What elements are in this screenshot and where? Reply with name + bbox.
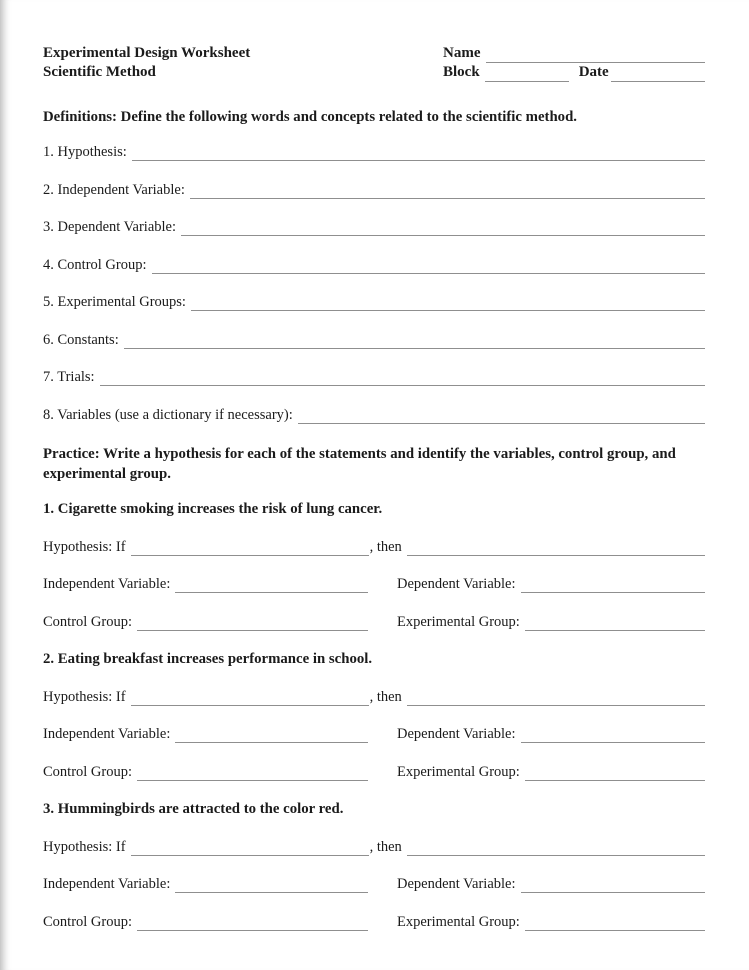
control-group-label: Control Group: [43,613,133,630]
hypothesis-row [43,689,705,706]
definition-row [43,144,705,161]
definition-label: 1. Hypothesis: [43,144,127,160]
control-group-blank[interactable] [137,918,368,931]
definition-row [43,219,705,236]
definition-blank[interactable] [152,261,705,274]
control-group-cell [43,614,368,631]
variables-row [43,726,705,743]
definition-row [43,369,705,386]
independent-variable-cell [43,876,368,893]
definition-label: 5. Experimental Groups: [43,294,186,310]
experimental-group-label: Experimental Group: [397,613,520,630]
independent-variable-cell [43,576,368,593]
hypothesis-then-blank[interactable] [407,843,705,856]
experimental-group-label: Experimental Group: [397,763,520,780]
experimental-group-cell [397,764,705,781]
dependent-variable-label: Dependent Variable: [397,876,516,892]
worksheet-subtitle: Scientific Method [43,64,156,80]
dependent-variable-label: Dependent Variable: [397,726,516,742]
then-label: , then [369,538,402,555]
definition-blank[interactable] [181,223,705,236]
definition-label: 7. Trials: [43,369,95,385]
hypothesis-then-blank[interactable] [407,543,705,556]
experimental-group-blank[interactable] [525,768,705,781]
definition-row [43,407,705,424]
dependent-variable-blank[interactable] [521,580,705,593]
then-label: , then [369,688,402,705]
problem-statement: 2. Eating breakfast increases performance in school. [43,651,373,667]
problem-statement: 3. Hummingbirds are attracted to the color red. [43,801,344,817]
independent-variable-label: Independent Variable: [43,876,171,892]
hypothesis-label: Hypothesis: If [43,838,126,855]
experimental-group-blank[interactable] [525,618,705,631]
dependent-variable-cell [397,576,705,593]
definition-row [43,332,705,349]
control-group-cell [43,764,368,781]
dependent-variable-cell [397,726,705,743]
block-blank[interactable] [485,69,569,82]
problem-statement: 1. Cigarette smoking increases the risk of lung cancer. [43,501,383,517]
dependent-variable-blank[interactable] [521,730,705,743]
independent-variable-blank[interactable] [175,580,368,593]
then-label: , then [369,838,402,855]
name-row [443,44,705,63]
hypothesis-row [43,539,705,556]
groups-row [43,764,705,781]
hypothesis-if-blank[interactable] [131,543,369,556]
definition-blank[interactable] [298,411,705,424]
experimental-group-cell [397,914,705,931]
definition-blank[interactable] [100,373,705,386]
definition-label: 3. Dependent Variable: [43,219,177,235]
definition-blank[interactable] [132,148,705,161]
groups-row [43,914,705,931]
independent-variable-cell [43,726,368,743]
control-group-label: Control Group: [43,913,133,930]
variables-row [43,876,705,893]
experimental-group-blank[interactable] [525,918,705,931]
experimental-group-cell [397,614,705,631]
block-label: Block [443,64,480,80]
groups-row [43,614,705,631]
definition-row [43,294,705,311]
dependent-variable-label: Dependent Variable: [397,576,516,592]
date-label: Date [578,64,609,80]
hypothesis-if-blank[interactable] [131,693,369,706]
hypothesis-label: Hypothesis: If [43,538,126,555]
definition-row [43,182,705,199]
dependent-variable-blank[interactable] [521,880,705,893]
title-block [43,44,443,82]
control-group-blank[interactable] [137,768,368,781]
independent-variable-blank[interactable] [175,730,368,743]
hypothesis-if-blank[interactable] [131,843,369,856]
worksheet-title: Experimental Design Worksheet [43,45,251,61]
practice-heading: Practice: Write a hypothesis for each of the statements and identify the variables, control group, and experimental group. [43,446,676,482]
independent-variable-blank[interactable] [175,880,368,893]
block-date-row [443,63,705,82]
definition-blank[interactable] [190,186,705,199]
header [43,44,705,82]
definition-label: 2. Independent Variable: [43,181,185,198]
experimental-group-label: Experimental Group: [397,913,520,930]
definition-label: 8. Variables (use a dictionary if necessary): [43,406,293,423]
control-group-label: Control Group: [43,763,133,780]
control-group-cell [43,914,368,931]
student-info-block [443,44,705,82]
date-blank[interactable] [611,69,705,82]
definition-label: 4. Control Group: [43,256,147,273]
independent-variable-label: Independent Variable: [43,576,171,592]
definition-blank[interactable] [191,298,705,311]
name-label: Name [443,45,481,61]
independent-variable-label: Independent Variable: [43,726,171,742]
hypothesis-then-blank[interactable] [407,693,705,706]
definition-row [43,257,705,274]
hypothesis-row [43,839,705,856]
definitions-heading: Definitions: Define the following words and concepts related to the scientific method. [43,109,578,125]
control-group-blank[interactable] [137,618,368,631]
name-blank[interactable] [486,50,706,63]
dependent-variable-cell [397,876,705,893]
definition-blank[interactable] [124,336,705,349]
variables-row [43,576,705,593]
definition-label: 6. Constants: [43,331,119,348]
hypothesis-label: Hypothesis: If [43,688,126,705]
